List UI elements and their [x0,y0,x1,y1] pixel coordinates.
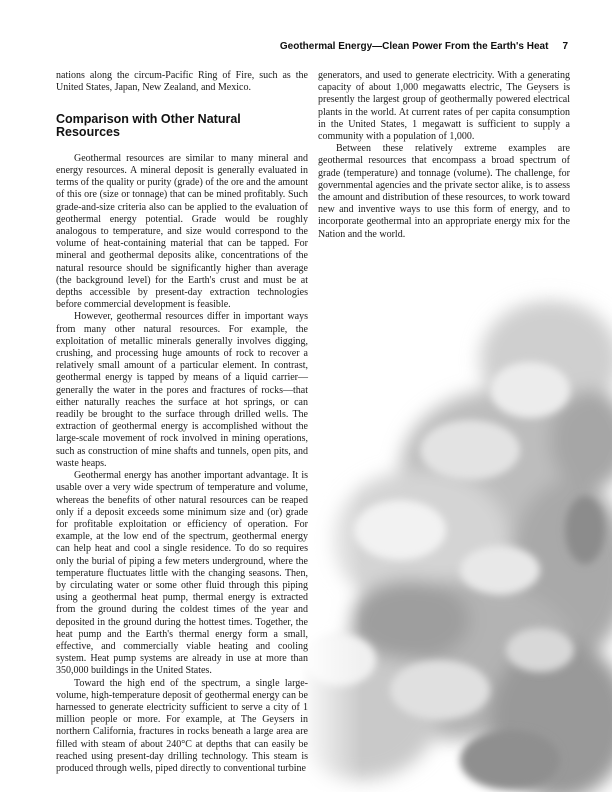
page-number: 7 [562,41,568,52]
body-paragraph: Between these relatively extreme examples are geothermal resources that encompass a broad spectrum of grade (temperature) and tonnage (volume). The challenge, for governmental agencies and the private sector alike, is to assess the amount and distribution of these resources, to work toward new and inventive ways to use this form of energy, and to incorporate geothermal into an appropriate energy mix for the Nation and the world. [318,143,570,240]
section-heading: Comparison with Other Natural Resources [56,112,241,139]
left-column [56,70,308,775]
body-paragraph: However, geothermal resources differ in important ways from many other natural resources. For example, the exploitation of metallic minerals generally involves digging, crushing, and processing huge amounts of rock to recover a relatively small amount of a particular element. In contrast, geothermal energy is tapped by means of a liquid carrier—generally the water in the pores and fractures of rocks—that either naturally reaches the surface at hot springs, or can readily be brought to the surface through drilled wells. The extraction of geothermal energy is accomplished without the large-scale movement of rock involved in mining operations, such as construction of mine shafts and tunnels, open pits, and waste heaps. [56,311,308,469]
continued-paragraph: nations along the circum-Pacific Ring of Fire, such as the United States, Japan, New Zealand, and Mexico. [56,70,308,94]
running-title: Geothermal Energy—Clean Power From the Earth's Heat [279,41,549,52]
running-header [280,41,568,52]
right-column [318,70,570,241]
body-paragraph: Geothermal energy has another important advantage. It is usable over a very wide spectrum of temperature and volume, whereas the benefits of other natural resources can be reaped only if a deposit exceeds some minimum size and (or) grade for profitable exploitation or efficiency of operation. For example, at the low end of the spectrum, geothermal energy can help heat and cool a single residence. To do so requires only the burial of piping a few meters underground, where the temperature fluctuates little with the changing seasons. Then, by circulating water or some other fluid through this piping using a geothermal heat pump, thermal energy is extracted from the ground during the coldest times of the year and deposited in the ground during the hottest times. Together, the heat pump and the Earth's thermal energy form a small, effective, and commercially viable heating and cooling system. Heat pump systems are already in use at more than 350,000 buildings in the United States. [56,470,308,677]
continued-paragraph: generators, and used to generate electricity. With a generating capacity of about 1,000 megawatts electric, The Geysers is presently the largest group of geothermally powered electrical plants in the world. At current rates of per capita consumption in the United States, 1 megawatt is sufficient to supply a community with a population of 1,000. [318,70,570,143]
steam-cloud-image [300,240,612,792]
body-paragraph: Toward the high end of the spectrum, a single large-volume, high-temperature deposit of geothermal energy can be harnessed to generate electricity sufficient to serve a city of 1 million people or more. For example, at The Geysers in northern California, fractures in rocks beneath a large area are filled with steam of about 240°C at depths that can easily be reached using present-day drilling technology. This steam is produced through wells, piped directly to conventional turbine [56,677,308,774]
body-paragraph: Geothermal resources are similar to many mineral and energy resources. A mineral deposit is generally evaluated in terms of the quality or purity (grade) of the ore and the amount of this ore (size or tonnage) that can be mined profitably. Such grade-and-size criteria also can be applied to the evaluation of geothermal energy potential. Grade would be roughly analogous to temperature, and size would correspond to the volume of heat-containing material that can be tapped. For mineral and geothermal deposits alike, concentrations of the natural resource should be significantly higher than average (the background level) for the Earth's crust and must be at depths accessible by present-day extraction technologies before commercial development is feasible. [56,152,308,311]
